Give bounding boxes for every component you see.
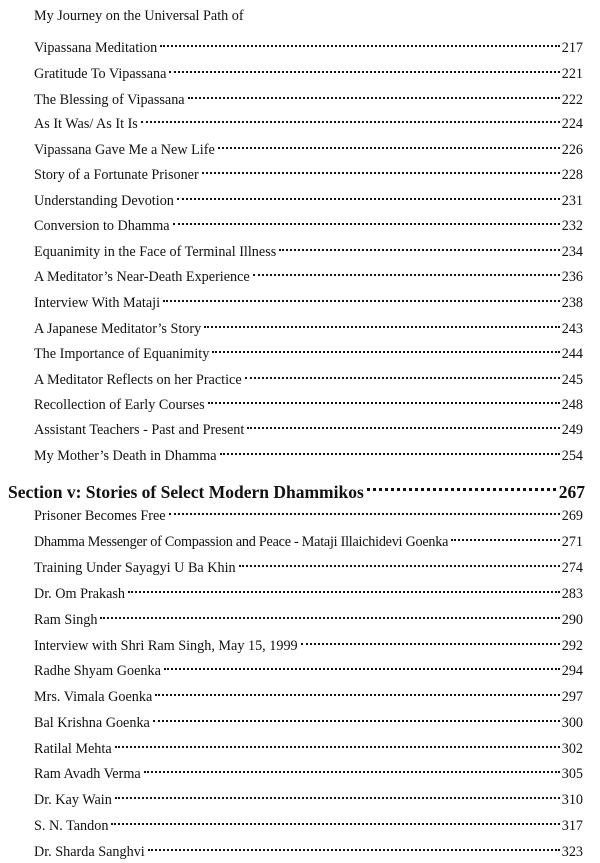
toc-entry[interactable] (34, 810, 583, 834)
toc-entry[interactable] (34, 287, 583, 311)
toc-entry-title: As It Was/ As It Is (34, 116, 138, 132)
dot-leader (212, 338, 559, 358)
toc-entry-page: 234 (561, 244, 583, 260)
toc-entry-page: 302 (561, 741, 583, 757)
dot-leader (148, 836, 560, 856)
toc-entry-title: The Importance of Equanimity (34, 346, 210, 362)
dot-leader (204, 313, 560, 333)
dot-leader (208, 389, 560, 409)
dot-leader (177, 185, 560, 205)
toc-entry[interactable] (34, 364, 583, 388)
toc-entry[interactable] (34, 338, 583, 362)
toc-entry-page: 274 (561, 560, 583, 576)
toc-entry[interactable] (34, 500, 583, 524)
dot-leader (111, 810, 559, 830)
toc-entry-title: Prisoner Becomes Free (34, 508, 166, 524)
toc-entry-page: 290 (561, 612, 583, 628)
toc-entry-title: Training Under Sayagyi U Ba Khin (34, 560, 236, 576)
dot-leader (253, 261, 560, 281)
dot-leader (155, 681, 559, 701)
toc-entry[interactable] (34, 159, 583, 183)
toc-entry-title: My Mother’s Death in Dhamma (34, 448, 217, 464)
dot-leader (173, 210, 560, 230)
dot-leader (218, 134, 560, 154)
toc-entry[interactable] (34, 414, 583, 438)
toc-entry-page: 305 (561, 766, 583, 782)
toc-entry[interactable] (34, 784, 583, 808)
toc-entry[interactable] (34, 655, 583, 679)
dot-leader (239, 552, 560, 572)
dot-leader (202, 159, 560, 179)
dot-leader (188, 84, 560, 104)
toc-entry[interactable] (34, 836, 583, 860)
toc-entry-title: Bal Krishna Goenka (34, 715, 150, 731)
dot-leader (169, 58, 559, 78)
toc-section-heading[interactable] (8, 472, 585, 502)
toc-entry-title: A Meditator’s Near-Death Experience (34, 269, 250, 285)
dot-leader (367, 472, 556, 498)
toc-entry-page: 300 (561, 715, 583, 731)
toc-entry-title: Interview With Mataji (34, 295, 161, 311)
dot-leader (169, 500, 560, 520)
dot-leader (115, 733, 560, 753)
toc-entry[interactable] (34, 389, 583, 413)
toc-entry-title: Dr. Om Prakash (34, 586, 126, 602)
toc-entry-title: A Meditator Reflects on her Practice (34, 372, 242, 388)
toc-entry[interactable] (34, 440, 583, 464)
toc-entry[interactable] (34, 733, 583, 757)
toc-entry-title: Story of a Fortunate Prisoner (34, 167, 199, 183)
toc-entry-title: Interview with Shri Ram Singh, May 15, 1999 (34, 638, 298, 654)
toc-entry-title: Dr. Sharda Sanghvi (34, 844, 145, 860)
toc-entry-title: Radhe Shyam Goenka (34, 663, 161, 679)
section-page: 267 (558, 482, 585, 502)
toc-entry-title: Conversion to Dhamma (34, 218, 170, 234)
toc-entry-page: 236 (561, 269, 583, 285)
dot-leader (153, 707, 560, 727)
toc-entry-page: 243 (561, 321, 583, 337)
toc-entry-page: 249 (561, 422, 583, 438)
toc-entry-title: S. N. Tandon (34, 818, 109, 834)
toc-entry-title: Understanding Devotion (34, 193, 174, 209)
toc-entry-title: A Japanese Meditator’s Story (34, 321, 202, 337)
toc-entry-title: Ratilal Mehta (34, 741, 112, 757)
toc-entry-title: Assistant Teachers - Past and Present (34, 422, 245, 438)
toc-entry-page: 226 (561, 142, 583, 158)
toc-entry-title: Vipassana Gave Me a New Life (34, 142, 215, 158)
toc-entry-page: 317 (561, 818, 583, 834)
toc-entry-page: 232 (561, 218, 583, 234)
toc-entry-title: Recollection of Early Courses (34, 397, 205, 413)
toc-entry-title: Dhamma Messenger of Compassion and Peace - Mataji Illaichidevi Goenka (34, 534, 449, 550)
toc-entry[interactable] (34, 185, 583, 209)
dot-leader (128, 578, 560, 598)
toc-entry-page: 297 (561, 689, 583, 705)
toc-entry-title: Ram Singh (34, 612, 98, 628)
dot-leader (451, 526, 560, 546)
toc-entry-title: Vipassana Meditation (34, 40, 158, 56)
toc-entry-page: 221 (561, 66, 583, 82)
toc-entry[interactable] (34, 261, 583, 285)
toc-entry[interactable] (34, 578, 583, 602)
toc-entry-title: Ram Avadh Verma (34, 766, 141, 782)
toc-entry[interactable] (34, 210, 583, 234)
dot-leader (279, 236, 559, 256)
toc-entry[interactable] (34, 236, 583, 260)
toc-entry-page: 292 (561, 638, 583, 654)
toc-entry-page: 248 (561, 397, 583, 413)
toc-entry[interactable] (34, 58, 583, 82)
toc-entry[interactable] (34, 758, 583, 782)
dot-leader (100, 604, 559, 624)
dot-leader (115, 784, 560, 804)
toc-entry[interactable] (34, 552, 583, 576)
dot-leader (220, 440, 560, 460)
toc-entry-page: 228 (561, 167, 583, 183)
toc-entry[interactable] (34, 604, 583, 628)
toc-entry-page: 310 (561, 792, 583, 808)
toc-entry-title: Equanimity in the Face of Terminal Illness (34, 244, 277, 260)
section-title: Section v: Stories of Select Modern Dhammikos (8, 482, 364, 502)
toc-entry[interactable] (34, 707, 583, 731)
toc-entry-page: 245 (561, 372, 583, 388)
dot-leader (163, 287, 560, 307)
toc-entry-title: Dr. Kay Wain (34, 792, 112, 808)
toc-entry-title: The Blessing of Vipassana (34, 92, 185, 108)
toc-entry[interactable] (34, 526, 583, 550)
toc-entry-page: 269 (561, 508, 583, 524)
toc-entry[interactable] (34, 630, 583, 654)
toc-entry-page: 231 (561, 193, 583, 209)
toc-entry-page: 244 (561, 346, 583, 362)
dot-leader (141, 108, 560, 128)
toc-entry-title-continued: My Journey on the Universal Path of (34, 8, 244, 24)
toc-entry-page: 283 (561, 586, 583, 602)
toc-entry[interactable] (34, 313, 583, 337)
toc-entry-page: 294 (561, 663, 583, 679)
toc-entry[interactable] (34, 32, 583, 56)
toc-entry-page: 217 (561, 40, 583, 56)
dot-leader (144, 758, 560, 778)
toc-entry-page: 222 (561, 92, 583, 108)
dot-leader (160, 32, 559, 52)
dot-leader (247, 414, 559, 434)
toc-entry-page: 238 (561, 295, 583, 311)
toc-entry-title: Gratitude To Vipassana (34, 66, 167, 82)
toc-entry-page: 224 (561, 116, 583, 132)
toc-entry[interactable] (34, 84, 583, 108)
toc-entry-page: 254 (561, 448, 583, 464)
toc-entry[interactable] (34, 134, 583, 158)
toc-entry[interactable] (34, 681, 583, 705)
dot-leader (245, 364, 560, 384)
toc-entry-page: 323 (561, 844, 583, 860)
toc-entry[interactable] (34, 108, 583, 132)
toc-entry-page: 271 (561, 534, 583, 550)
dot-leader (301, 630, 560, 650)
dot-leader (164, 655, 560, 675)
toc-entry-title: Mrs. Vimala Goenka (34, 689, 153, 705)
